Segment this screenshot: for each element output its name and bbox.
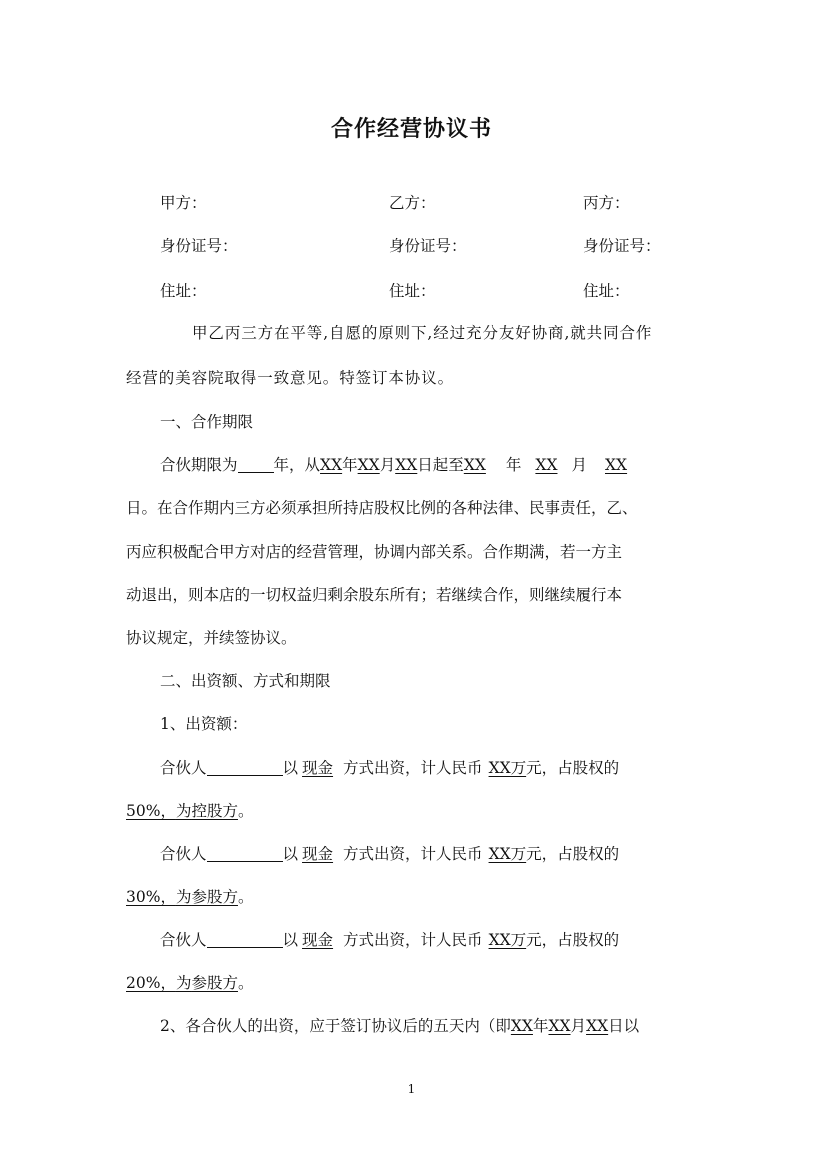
term-line-1 <box>160 455 750 475</box>
term-line-2: 日。在合作期内三方必须承担所持店股权比例的各种法律、民事责任，乙、 <box>126 499 638 517</box>
party-a-label: 甲方： <box>160 194 207 212</box>
period: 。 <box>237 802 254 820</box>
period: 。 <box>237 974 254 992</box>
end-year: XX <box>463 456 486 474</box>
partner-role: 参股方 <box>191 974 238 992</box>
as-label: 为 <box>175 888 192 906</box>
term-line-3: 丙应积极配合甲方对店的经营管理，协调内部关系。合作期满，若一方主 <box>126 543 623 561</box>
day-until: 日起至 <box>417 456 464 474</box>
by-label: 以 <box>282 759 299 777</box>
method-text: 方式出资，计人民币 <box>343 931 483 949</box>
contribution-amount: XX万 <box>488 931 527 949</box>
deadline-text: 2、各合伙人的出资，应于签订协议后的五天内（即 <box>160 1017 511 1035</box>
intro-line-1: 甲乙丙三方在平等,自愿的原则下,经过充分友好协商,就共同合作 <box>192 324 653 342</box>
as-label: 为 <box>175 802 192 820</box>
deadline-month: XX <box>548 1017 571 1035</box>
contribution-amount: XX万 <box>488 759 527 777</box>
term-line-5: 协议规定，并续签协议。 <box>126 629 297 647</box>
end-month: XX <box>535 456 558 474</box>
equity-percent: 20%， <box>126 974 176 992</box>
by-label: 以 <box>282 931 299 949</box>
equity-percent: 50%， <box>126 802 176 820</box>
page-number: 1 <box>407 1082 416 1096</box>
party-c-address-label: 住址： <box>583 282 630 300</box>
term-years-blank <box>238 456 274 473</box>
contribution-amount: XX万 <box>488 845 527 863</box>
method-text: 方式出资，计人民币 <box>343 759 483 777</box>
equity-text: 元，占股权的 <box>526 759 620 777</box>
contribution-method: 现金 <box>302 759 334 777</box>
as-label: 为 <box>175 974 192 992</box>
day-before-text: 日以 <box>608 1017 640 1035</box>
partner-2-line <box>160 844 750 864</box>
deadline-year: XX <box>510 1017 533 1035</box>
term-line-4: 动退出，则本店的一切权益归剩余股东所有；若继续合作，则继续履行本 <box>126 586 623 604</box>
section-2-heading: 二、出资额、方式和期限 <box>160 672 331 690</box>
partner-role: 参股方 <box>191 888 238 906</box>
partner-role: 控股方 <box>191 802 238 820</box>
deadline-day: XX <box>586 1017 609 1035</box>
term-prefix: 合伙期限为 <box>160 456 238 474</box>
year-unit: 年 <box>342 456 358 474</box>
contribution-method: 现金 <box>302 931 334 949</box>
partner-1-share-line <box>126 801 716 821</box>
document-title: 合作经营协议书 <box>330 117 492 142</box>
intro-line-2: 经营的美容院取得一致意见。特签订本协议。 <box>126 369 455 387</box>
end-day: XX <box>605 456 628 474</box>
party-a-address-label: 住址： <box>160 282 207 300</box>
equity-text: 元，占股权的 <box>526 845 620 863</box>
equity-text: 元，占股权的 <box>526 931 620 949</box>
contribution-method: 现金 <box>302 845 334 863</box>
partner-name-blank <box>207 845 283 862</box>
start-day: XX <box>395 456 418 474</box>
equity-percent: 30%， <box>126 888 176 906</box>
partner-name-blank <box>207 759 283 776</box>
subsection-2-line <box>160 1016 750 1036</box>
year-unit: 年 <box>505 456 522 474</box>
party-b-label: 乙方： <box>389 194 436 212</box>
party-c-id-label: 身份证号： <box>583 237 661 255</box>
by-label: 以 <box>282 845 299 863</box>
month-unit: 月 <box>379 456 396 474</box>
partner-3-share-line <box>126 973 716 993</box>
period: 。 <box>237 888 254 906</box>
start-month: XX <box>357 456 380 474</box>
party-b-id-label: 身份证号： <box>389 237 467 255</box>
method-text: 方式出资，计人民币 <box>343 845 483 863</box>
partner-name-blank <box>207 931 283 948</box>
section-1-heading: 一、合作期限 <box>160 413 254 431</box>
term-from: 年，从 <box>273 456 321 474</box>
subsection-1-heading: 1、出资额： <box>160 715 248 733</box>
partner-label: 合伙人 <box>160 845 207 863</box>
partner-3-line <box>160 930 750 950</box>
start-year: XX <box>320 456 343 474</box>
partner-2-share-line <box>126 887 716 907</box>
partner-1-line <box>160 758 750 778</box>
partner-label: 合伙人 <box>160 931 207 949</box>
month-unit: 月 <box>571 456 587 474</box>
party-b-address-label: 住址： <box>389 282 436 300</box>
month-unit: 月 <box>570 1017 587 1035</box>
year-unit: 年 <box>532 1017 549 1035</box>
party-c-label: 丙方： <box>583 194 630 212</box>
partner-label: 合伙人 <box>160 759 207 777</box>
party-a-id-label: 身份证号： <box>160 237 238 255</box>
